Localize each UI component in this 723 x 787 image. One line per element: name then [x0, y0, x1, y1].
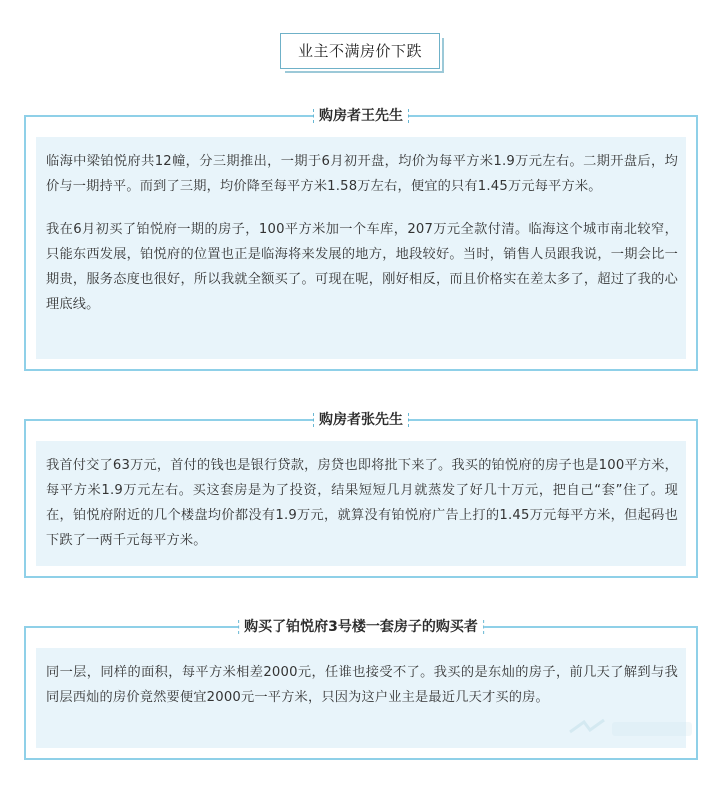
buyer-card-wang: [24, 108, 698, 371]
buyer-card-zhang: [24, 412, 698, 578]
card-panel: [36, 137, 686, 359]
card-paragraph: 我在6月初买了铂悦府一期的房子，100平方米加一个车库，207万元全款付清。临海这个城市南北较窄，只能东西发展，铂悦府的位置也正是临海将来发展的地方，地段较好。当时，销售人员跟我说，一期会比一期贵，服务态度也很好，所以我就全额买了。可现在呢，刚好相反，而且价格实在差太多了，超过了我的心理底线。: [46, 222, 678, 312]
page-title: 业主不满房价下跌: [297, 42, 422, 60]
card-label: 购房者张先生: [313, 410, 409, 430]
card-label: 购买了铂悦府3号楼一套房子的购买者: [238, 617, 484, 637]
card-body: [46, 453, 678, 553]
card-body: [46, 660, 678, 710]
card-paragraph: 同一层，同样的面积，每平方米相差2000元，任谁也接受不了。我买的是东灿的房子，前几天了解到与我同层西灿的房价竟然要便宜2000元一平方米，只因为这户业主是最近几天才买的房。: [46, 665, 678, 705]
card-label: 购房者王先生: [313, 106, 409, 126]
page-title-box: [280, 33, 440, 69]
card-paragraph: 临海中梁铂悦府共12幢，分三期推出，一期于6月初开盘，均价为每平方米1.9万元左右。二期开盘后，均价与一期持平。而到了三期，均价降至每平方米1.58万左右，便宜的只有1.45万元每平方米。: [46, 154, 678, 194]
card-paragraph: 我首付交了63万元，首付的钱也是银行贷款，房贷也即将批下来了。我买的铂悦府的房子也是100平方米，每平方米1.9万元左右。买这套房是为了投资，结果短短几月就蒸发了好几十万元，把自己“套”住了。现在，铂悦府附近的几个楼盘均价都没有1.9万元，就算没有铂悦府广告上打的1.45万元每平方米，但起码也下跌了一两千元每平方米。: [46, 458, 678, 548]
card-panel: [36, 441, 686, 566]
watermark-logo-icon: [560, 712, 700, 746]
card-body: [46, 149, 678, 317]
